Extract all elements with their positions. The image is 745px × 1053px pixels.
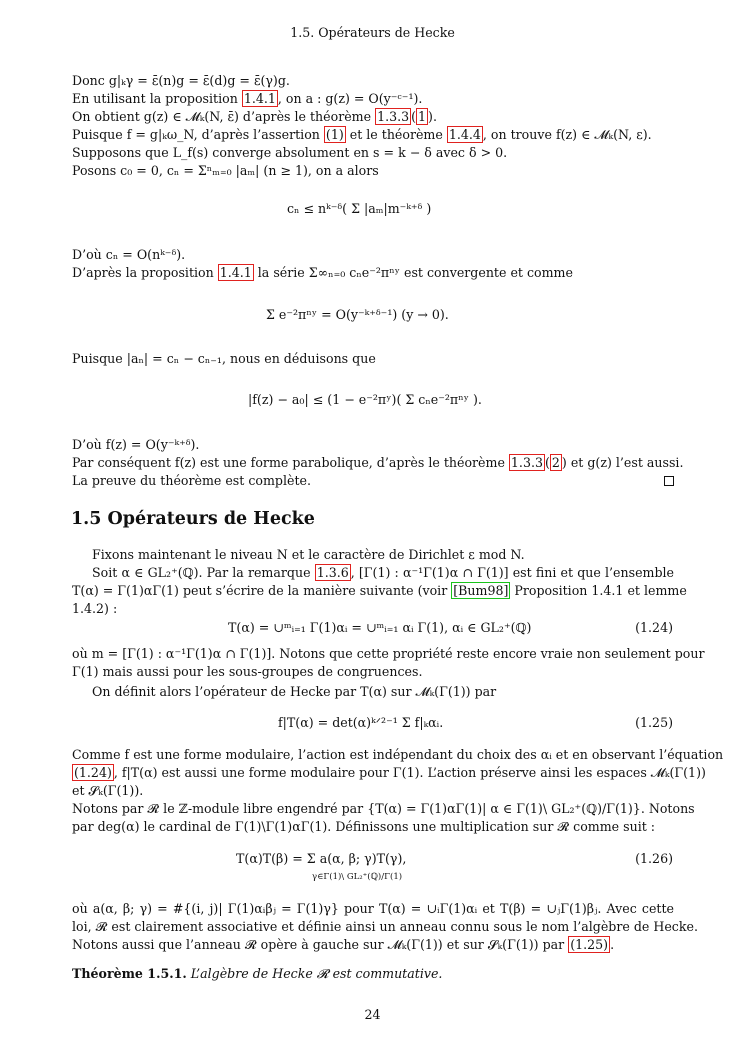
equation-subscript: γ∈Γ(1)\ GL₂⁺(ℚ)/Γ(1) — [312, 872, 403, 882]
text-line: Puisque f = g|ₖω_N, d’après l’assertion (1) et le théorème 1.4.4 , on trouve f(z) ∈ 𝓜ₖ(N, ε). — [72, 127, 652, 142]
theorem-statement: L’algèbre de Hecke 𝓡 est commutative. — [190, 966, 443, 981]
text-line: Notons aussi que l’anneau 𝓡 opère à gauche sur 𝓜ₖ(Γ(1)) et sur 𝓢ₖ(Γ(1)) par (1.25) . — [72, 937, 615, 952]
text-line: 1.4.2) : — [72, 601, 118, 616]
theorem-link[interactable]: 1.4.4 — [448, 127, 481, 142]
section-para-4 — [72, 683, 674, 701]
qed-symbol — [664, 476, 674, 486]
section-para-1 — [72, 546, 674, 564]
equation-link[interactable]: (1.24) — [74, 765, 112, 780]
text-line: loi, 𝓡 est clairement associative et définie ainsi un anneau connu sous le nom l’algèbre de Hecke. — [72, 919, 698, 934]
assertion-link[interactable]: (1) — [325, 127, 344, 142]
text-line: D’après la proposition 1.4.1 la série Σ∞ₙ₌₀ cₙe⁻²πⁿʸ est convergente et comme — [72, 265, 573, 280]
text-line: On obtient g(z) ∈ 𝓜ₖ(N, ε̄) d’après le théorème 1.3.3 ( 1 ). — [72, 109, 437, 124]
citation-link[interactable]: [Bum98] — [453, 583, 509, 598]
text-line: T(α) = Γ(1)αΓ(1) peut s’écrire de la manière suivante (voir [Bum98] Proposition 1.4.1 et lemme — [72, 583, 687, 598]
text-line: Par conséquent f(z) est une forme parabolique, d’après le théorème 1.3.3 ( 2 ) et g(z) l’est aussi. — [72, 455, 684, 470]
text-line: Posons c₀ = 0, cₙ = Σⁿₘ₌₀ |aₘ| (n ≥ 1), on a alors — [72, 163, 379, 178]
text-line: Notons par 𝓡 le ℤ-module libre engendré par {T(α) = Γ(1)αΓ(1)| α ∈ Γ(1)\ GL₂⁺(ℚ)/Γ(1)}. Notons — [72, 801, 695, 816]
assertion-link[interactable]: 1 — [418, 109, 427, 124]
section-para-5 — [72, 746, 724, 836]
text-line: où m = [Γ(1) : α⁻¹Γ(1)α ∩ Γ(1)]. Notons que cette propriété reste encore vraie non seulement pour — [72, 646, 705, 661]
equation-number: (1.25) — [635, 715, 673, 730]
equation-link[interactable]: (1.25) — [570, 937, 609, 952]
equation-1-26: T(α)T(β) = Σ a(α, β; γ)T(γ), — [236, 851, 407, 866]
text-line: Soit α ∈ GL₂⁺(ℚ). Par la remarque 1.3.6 , [Γ(1) : α⁻¹Γ(1)α ∩ Γ(1)] est fini et que l’ensemble — [92, 565, 675, 580]
proposition-link[interactable]: 1.4.1 — [219, 265, 252, 280]
equation-sum: Σ e⁻²πⁿʸ = O(y⁻ᵏ⁺ᵟ⁻¹) (y → 0). — [266, 307, 449, 322]
equation-number: (1.24) — [635, 620, 673, 635]
theorem-link[interactable]: 1.3.3 — [377, 109, 410, 124]
text-line: Puisque |aₙ| = cₙ − cₙ₋₁, nous en déduisons que — [72, 351, 376, 366]
assertion-link[interactable]: 2 — [551, 455, 560, 470]
page-number: 24 — [364, 1007, 381, 1022]
equation-f-bound: |f(z) − a₀| ≤ (1 − e⁻²πʸ)( Σ cₙe⁻²πⁿʸ ). — [248, 392, 482, 407]
text-line: Supposons que L_f(s) converge absolument en s = k − δ avec δ > 0. — [72, 145, 508, 160]
proof-block-1 — [72, 72, 674, 180]
theorem-label: Théorème 1.5.1. — [72, 966, 187, 981]
text-line: où a(α, β; γ) = #{(i, j)| Γ(1)αᵢβⱼ = Γ(1)γ} pour T(α) = ∪ᵢΓ(1)αᵢ et T(β) = ∪ⱼΓ(1)βⱼ. Avec cette — [72, 901, 674, 916]
proof-block-3 — [72, 350, 674, 368]
text-line: En utilisant la proposition 1.4.1 , on a : g(z) = O(y⁻ᶜ⁻¹). — [72, 91, 423, 106]
section-title: 1.5 Opérateurs de Hecke — [71, 509, 315, 529]
equation-number: (1.26) — [635, 851, 673, 866]
proof-block-2 — [72, 246, 674, 282]
text-line: D’où f(z) = O(y⁻ᵏ⁺ᵟ). — [72, 437, 200, 452]
text-line: Γ(1) mais aussi pour les sous-groupes de congruences. — [72, 664, 423, 679]
text-line: par deg(α) le cardinal de Γ(1)\Γ(1)αΓ(1). Définissons une multiplication sur 𝓡 comme suit : — [72, 819, 656, 834]
running-head: 1.5. Opérateurs de Hecke — [290, 25, 455, 40]
text-line: D’où cₙ = O(nᵏ⁻ᵟ). — [72, 247, 186, 262]
equation-1-24: T(α) = ∪ᵐᵢ₌₁ Γ(1)αᵢ = ∪ᵐᵢ₌₁ αᵢ Γ(1), αᵢ ∈ GL₂⁺(ℚ) — [228, 620, 532, 635]
proposition-link[interactable]: 1.4.1 — [243, 91, 276, 106]
theorem — [72, 965, 674, 983]
section-para-3 — [72, 645, 705, 681]
remark-link[interactable]: 1.3.6 — [316, 565, 349, 580]
text-line: Donc g|ₖγ = ε̄(n)g = ε̄(d)g = ε̄(γ)g. — [72, 73, 290, 88]
text-line: (1.24) , f|T(α) est aussi une forme modulaire pour Γ(1). L’action préserve ainsi les espaces 𝓜ₖ(Γ(1)) — [74, 765, 706, 780]
text-line: Fixons maintenant le niveau N et le caractère de Dirichlet ε mod N. — [92, 547, 525, 562]
proof-block-4 — [72, 436, 684, 490]
equation-cn: cₙ ≤ nᵏ⁻ᵟ( Σ |aₘ|m⁻ᵏ⁺ᵟ ) — [287, 201, 432, 216]
section-para-2 — [72, 564, 687, 618]
text-line: et 𝓢ₖ(Γ(1)). — [72, 783, 144, 798]
text-line: La preuve du théorème est complète. — [72, 473, 311, 488]
text-line: On définit alors l’opérateur de Hecke par T(α) sur 𝓜ₖ(Γ(1)) par — [92, 684, 497, 699]
section-para-6 — [72, 900, 698, 954]
theorem-link[interactable]: 1.3.3 — [510, 455, 543, 470]
equation-1-25: f|T(α) = det(α)ᵏᐟ²⁻¹ Σ f|ₖαᵢ. — [278, 715, 444, 730]
text-line: Comme f est une forme modulaire, l’action est indépendant du choix des αᵢ et en observant l’équation — [72, 747, 724, 762]
